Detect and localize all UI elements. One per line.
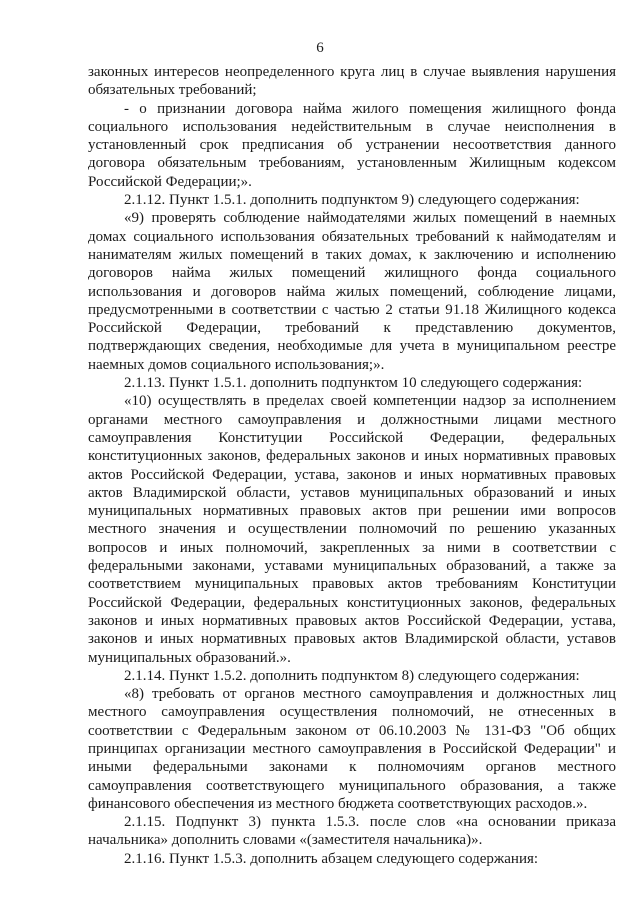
paragraph-subclause-8: «8) требовать от органов местного самоуправления и должностных лиц местного самоуправления осуществления полномочий, не отнесенных в соответствии с Федеральным законом от 06.10.2003 № 131-ФЗ "Об общих принципах организации местного самоуправления в Российской Федерации" и иными федеральными законами к полномочиям органов местного самоуправления соответствующего муниципального образования, а также финансового обеспечения из местного бюджета соответствующих расходов.».	[88, 686, 616, 812]
paragraph-clause-2-1-16: 2.1.16. Пункт 1.5.3. дополнить абзацем следующего содержания:	[124, 850, 539, 867]
paragraph-subclause-9: «9) проверять соблюдение наймодателями жилых помещений в наемных домах социального использования обязательных требований к наймодателям и нанимателям жилых помещений в таких домах, к заключению и исполнению договоров найма жилых помещений жилищного фонда социального использования и договоров найма жилых помещений, соблюдение лицами, предусмотренными в соответствии с частью 2 статьи 91.18 Жилищного кодекса Российской Федерации, требований к представлению документов, подтверждающих сведения, необходимые для учета в муниципальном реестре наемных домов социального использования;».	[88, 210, 616, 373]
paragraph-list-item: - о признании договора найма жилого помещения жилищного фонда социального использования недействительным в случае неисполнения в установленный срок предписания об устранении несоответствия данного договора обязательным требованиям, установленным Жилищным кодексом Российской Федерации;».	[88, 100, 616, 190]
paragraph-clause-2-1-14: 2.1.14. Пункт 1.5.2. дополнить подпунктом 8) следующего содержания:	[124, 667, 580, 684]
page-number: 6	[316, 40, 324, 56]
paragraph-subclause-10: «10) осуществлять в пределах своей компетенции надзор за исполнением органами местного самоуправления и должностными лицами местного самоуправления Конституции Российской Федерации, федеральных конституционных законов, федеральных законов и иных нормативных правовых актов Российской Федерации, устава, законов и иных нормативных правовых актов Владимирской области, уставов муниципальных образований и иных муниципальных нормативных правовых актов при решении ими вопросов местного значения и осуществлении полномочий по решению указанных вопросов и иных полномочий, закрепленных за ними в соответствии с федеральными законами, уставами муниципальных образований, а также за соответствием муниципальных правовых актов требованиям Конституции Российской Федерации, федеральных конституционных законов, федеральных законов и иных нормативных правовых актов Российской Федерации, устава, законов и иных нормативных правовых актов Владимирской области, уставов муниципальных образований.».	[88, 393, 616, 666]
document-body	[88, 63, 616, 868]
paragraph-clause-2-1-13: 2.1.13. Пункт 1.5.1. дополнить подпунктом 10 следующего содержания:	[124, 375, 583, 392]
paragraph-clause-2-1-15: 2.1.15. Подпункт 3) пункта 1.5.3. после слов «на основании приказа начальника» дополнить словами «(заместителя начальника)».	[88, 814, 616, 849]
paragraph-clause-2-1-12: 2.1.12. Пункт 1.5.1. дополнить подпунктом 9) следующего содержания:	[124, 192, 580, 209]
paragraph-continuation: законных интересов неопределенного круга лиц в случае выявления нарушения обязательных требований;	[88, 64, 616, 99]
